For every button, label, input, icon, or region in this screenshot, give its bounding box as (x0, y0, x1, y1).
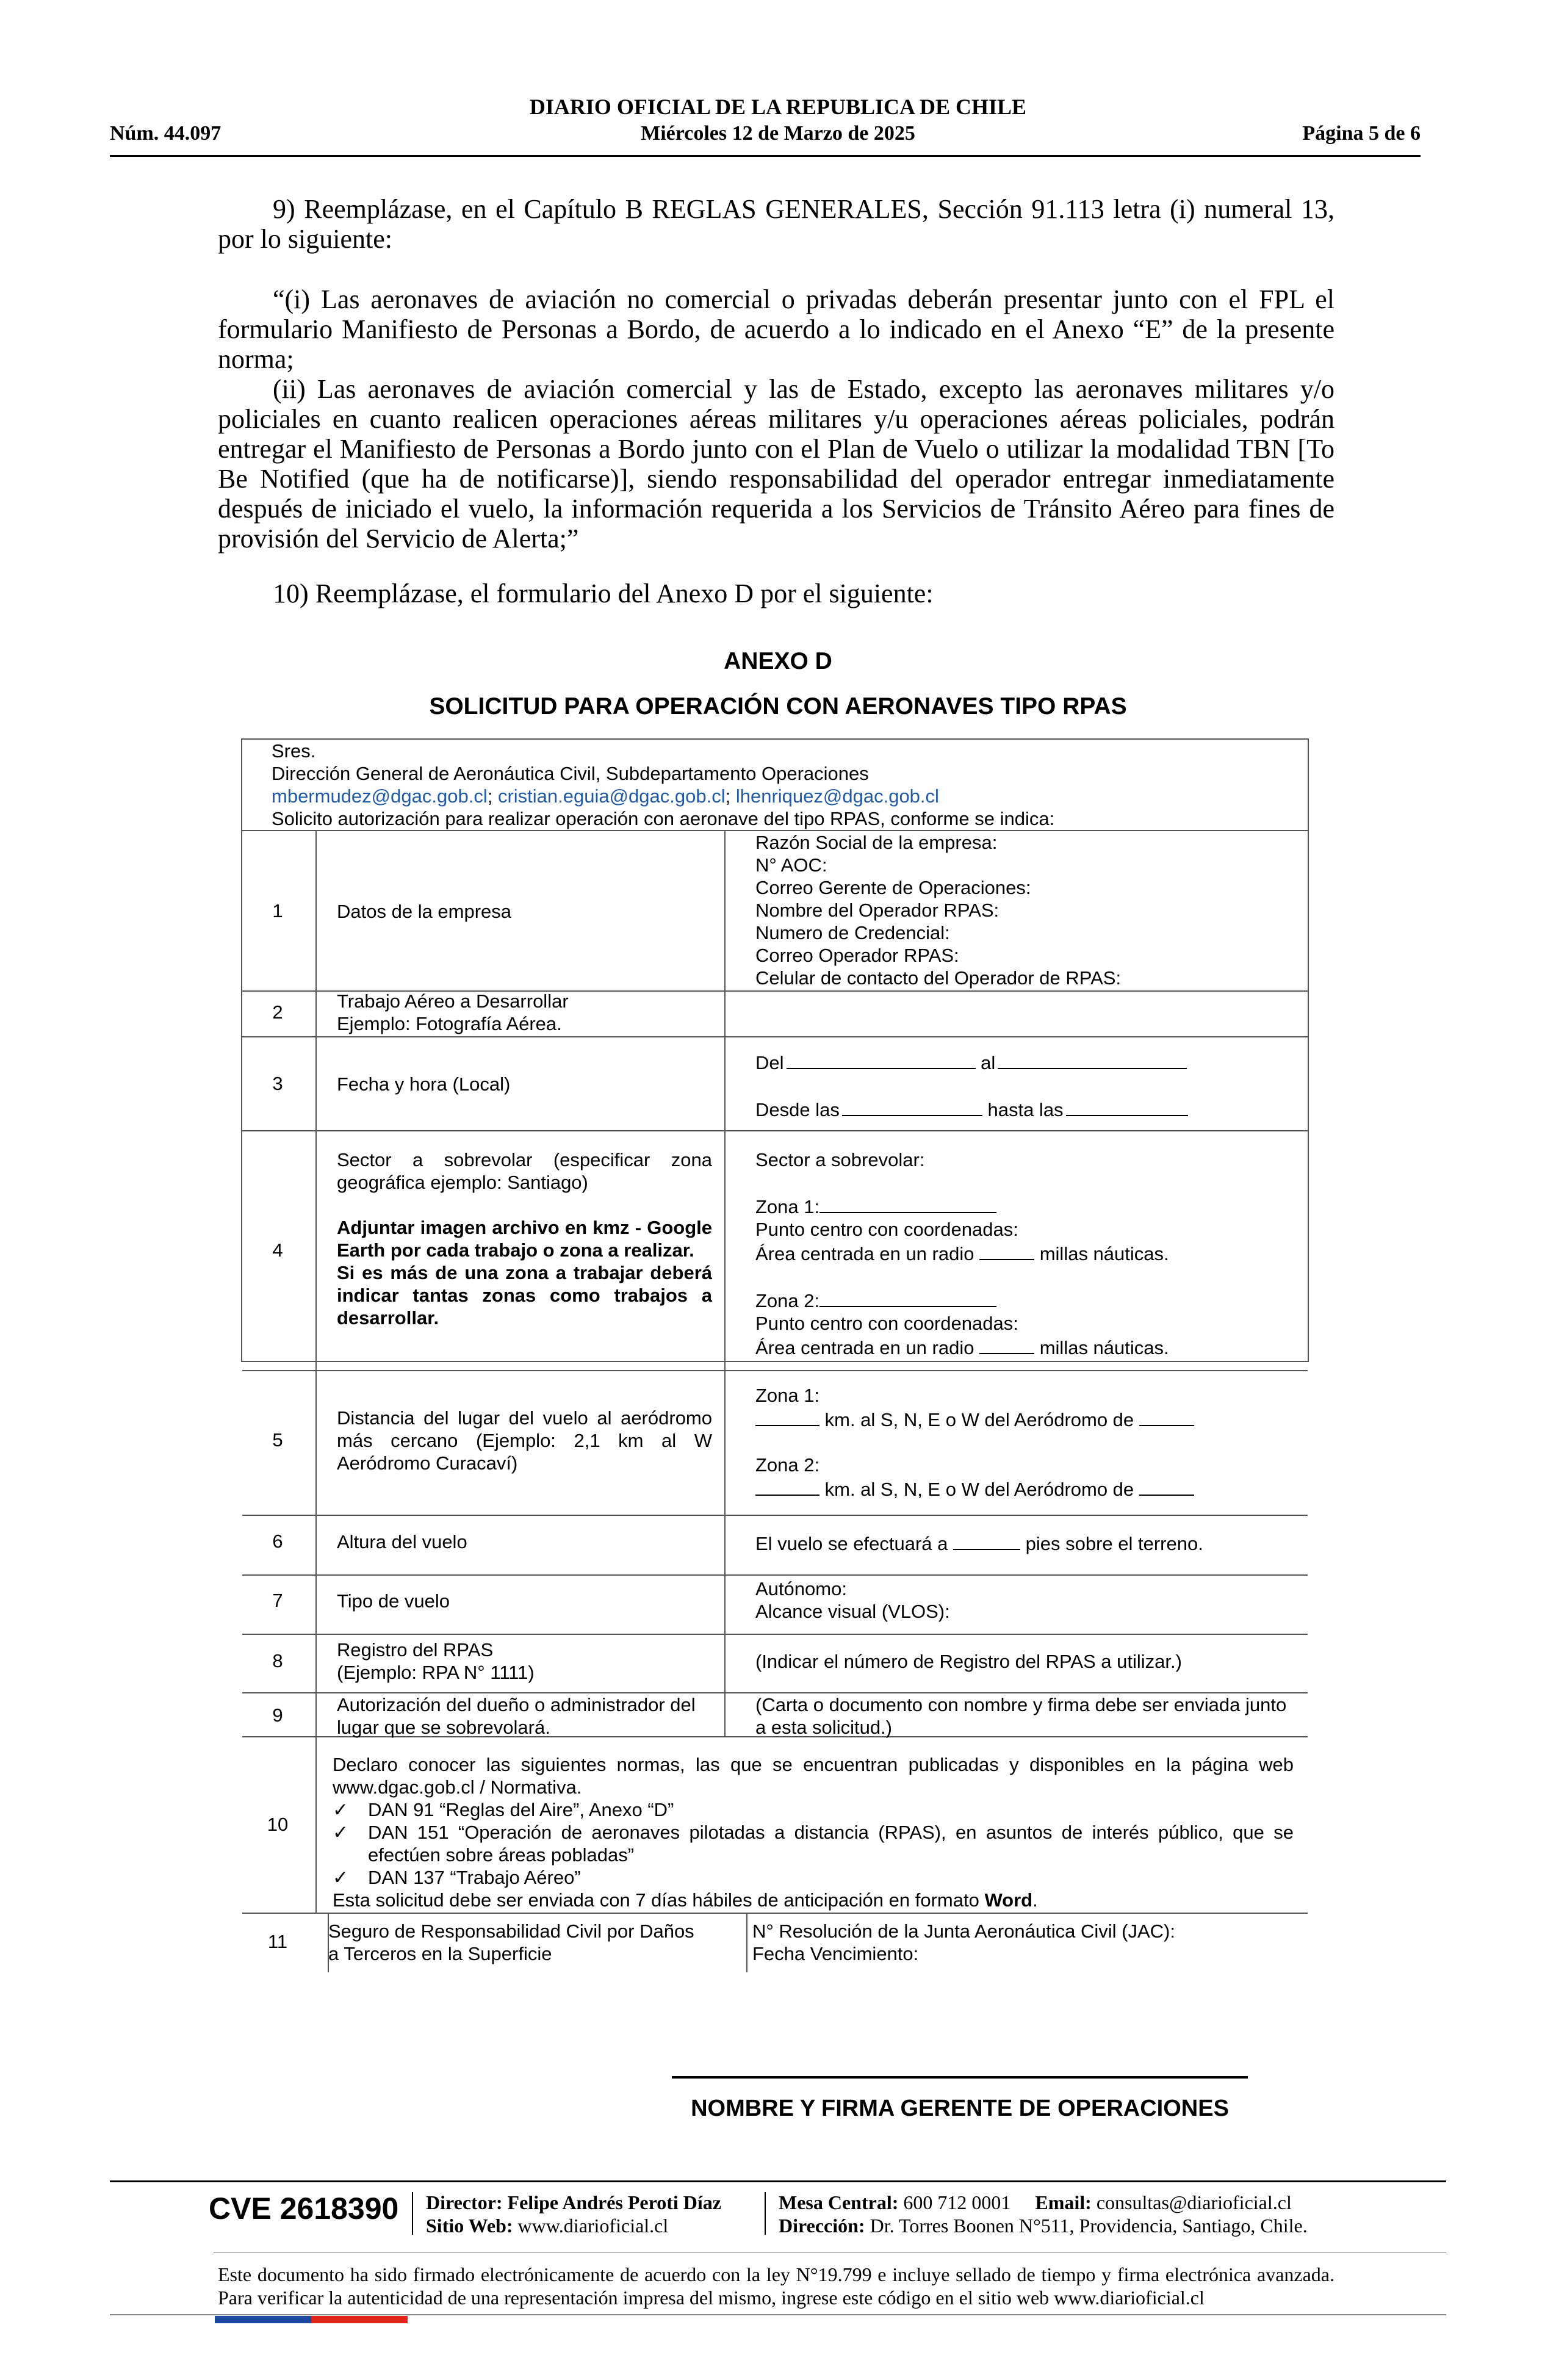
row-number: 10 (267, 1814, 289, 1835)
company-fields (755, 831, 1292, 989)
paragraph-10 (218, 579, 1334, 608)
row-label: Datos de la empresa (337, 901, 512, 922)
regulations-declaration: Declaro conocer las siguientes normas, las que se encuentran publicadas y disponibles en la página web www.dgac.gob.cl / Normativa. ✓ DAN 91 “Reglas del Aire”, Anexo “D” ✓ DAN 151 “Operación de aeronaves pilotadas a distancia (RPAS), en asuntos de interés público, que se efectúen sobre áreas pobladas” ✓ DAN 137 “Trabajo Aéreo” Esta solicitud debe ser enviada con 7 días hábiles de anticipación en formato Word. (333, 1754, 1294, 1911)
regulation-item: ✓ DAN 151 “Operación de aeronaves pilotadas a distancia (RPAS), en asuntos de interés público, que se efectúen sobre áreas pobladas” (333, 1822, 1294, 1866)
submission-note: Esta solicitud debe ser enviada con 7 días hábiles de anticipación en formato Word. (333, 1889, 1038, 1911)
flag-stripe-red (311, 2316, 408, 2323)
cve-code: CVE 2618390 (209, 2191, 399, 2226)
regulation-item: ✓ DAN 91 “Reglas del Aire”, Anexo “D” (333, 1799, 674, 1820)
row-number: 6 (272, 1531, 283, 1552)
distance-fields: Zona 1: km. al S, N, E o W del Aeródromo de Zona 2: km. al S, N, E o W del Aeródromo de (755, 1384, 1292, 1501)
issue-number: Núm. 44.097 (110, 122, 222, 145)
page-indicator: Página 5 de 6 (1302, 122, 1421, 145)
row-number: 4 (272, 1239, 283, 1261)
signature-label: NOMBRE Y FIRMA GERENTE DE OPERACIONES (691, 2096, 1229, 2121)
regulation-item: ✓ DAN 137 “Trabajo Aéreo” (333, 1867, 581, 1888)
salutation: Sres. (272, 740, 316, 762)
row-number: 11 (267, 1931, 288, 1952)
row-label: Seguro de Responsabilidad Civil por Daños a Terceros en la Superficie (328, 1920, 694, 1964)
row-label: Altura del vuelo (337, 1531, 467, 1552)
row-label: Sector a sobrevolar (especificar zona geográfica ejemplo: Santiago) Adjuntar imagen archivo en kmz - Google Earth por cada trabajo o zona a realizar. Si es más de una zona a trabajar deberá indicar tantas zonas como trabajos a desarrollar. (337, 1149, 712, 1329)
footer-bottom-divider (110, 2314, 1446, 2315)
annex-title: ANEXO D (724, 648, 832, 674)
row-label: Registro del RPAS (Ejemplo: RPA N° 1111) (337, 1639, 535, 1683)
row-number: 7 (272, 1590, 283, 1611)
registry-hint: (Indicar el número de Registro del RPAS a utilizar.) (755, 1651, 1182, 1672)
insurance-fields: N° Resolución de la Junta Aeronáutica Civil (JAC): Fecha Vencimiento: (752, 1920, 1175, 1964)
row-label: Autorización del dueño o administrador del lugar que se sobrevolará. (337, 1694, 696, 1738)
row-number: 5 (272, 1429, 283, 1451)
field-label: Nombre del Operador RPAS: (755, 900, 1000, 921)
flight-type-fields: Autónomo: Alcance visual (VLOS): (755, 1578, 950, 1622)
row-label: Trabajo Aéreo a Desarrollar Ejemplo: Fotografía Aérea. (337, 990, 569, 1034)
row-label: Tipo de vuelo (337, 1590, 450, 1612)
field-label: Correo Operador RPAS: (755, 945, 959, 966)
row-number: 1 (272, 900, 283, 921)
header-divider (110, 155, 1421, 157)
annex-subtitle: SOLICITUD PARA OPERACIÓN CON AERONAVES TIPO RPAS (429, 693, 1127, 719)
recipient: Dirección General de Aeronáutica Civil, Subdepartamento Operaciones (272, 763, 869, 784)
paragraph-10-text: 10) Reemplázase, el formulario del Anexo D por el siguiente: (273, 579, 934, 608)
contact-emails: mbermudez@dgac.gob.cl; cristian.eguia@dgac.gob.cl; lhenriquez@dgac.gob.cl (272, 785, 939, 807)
electronic-signature-note: Este documento ha sido firmado electrónicamente de acuerdo con la ley N°19.799 e incluye sellado de tiempo y firma electrónica avanzada. Para verificar la autenticidad de una representación impresa del mismo, ingrese este código en el sitio web www.diarioficial.cl (218, 2263, 1334, 2309)
item-i: “(i) Las aeronaves de aviación no comercial o privadas deberán presentar junto con el FPL el formulario Manifiesto de Personas a Bordo, de acuerdo a lo indicado en el Anexo “E” de la presente norma; (218, 284, 1334, 374)
checkmark-icon: ✓ (333, 1822, 348, 1843)
row-number: 3 (272, 1073, 283, 1094)
altitude-field: El vuelo se efectuará a pies sobre el terreno. (755, 1531, 1292, 1555)
checkmark-icon: ✓ (333, 1799, 348, 1820)
email-link-2[interactable]: cristian.eguia@dgac.gob.cl (497, 785, 726, 807)
newspaper-title: DIARIO OFICIAL DE LA REPUBLICA DE CHILE (529, 95, 1027, 119)
form-intro (272, 740, 1297, 830)
footer-director: Director: Felipe Andrés Peroti Díaz Sitio Web: www.diarioficial.cl (426, 2191, 721, 2237)
field-label: N° AOC: (755, 854, 827, 876)
field-label: Razón Social de la empresa: (755, 832, 998, 853)
replacement-text (218, 284, 1334, 554)
authorization-hint: (Carta o documento con nombre y firma debe ser enviada junto a esta solicitud.) (755, 1694, 1287, 1738)
field-label: Numero de Credencial: (755, 922, 950, 943)
email-link-3[interactable]: lhenriquez@dgac.gob.cl (735, 785, 939, 807)
row-number: 9 (272, 1704, 283, 1726)
checkmark-icon: ✓ (333, 1867, 348, 1888)
footer-contact: Mesa Central: 600 712 0001 Email: consultas@diarioficial.cl Dirección: Dr. Torres Boonen N°511, Providencia, Santiago, Chile. (779, 2191, 1308, 2237)
row-label: Distancia del lugar del vuelo al aeródromo más cercano (Ejemplo: 2,1 km al W Aeródromo Curacaví) (337, 1407, 712, 1474)
paragraph-9-text: 9) Reemplázase, en el Capítulo B REGLAS GENERALES, Sección 91.113 letra (i) numeral 13, por lo siguiente: (218, 194, 1334, 254)
flag-stripe-blue (215, 2316, 311, 2323)
email-link-1[interactable]: mbermudez@dgac.gob.cl (272, 785, 488, 807)
date-range: Del al Desde las hasta las (755, 1050, 1292, 1121)
item-ii: (ii) Las aeronaves de aviación comercial y las de Estado, excepto las aeronaves militares y/o policiales en cuanto realicen operaciones aéreas militares y/u operaciones aéreas policiales, podrán entregar el Manifiesto de Personas a Bordo junto con el Plan de Vuelo o utilizar la modalidad TBN [To Be Notified (que ha de notificarse)], siendo responsabilidad del operador entregar inmediatamente después de iniciado el vuelo, la información requerida a los Servicios de Tránsito Aéreo para fines de provisión del Servicio de Alerta;” (218, 374, 1334, 554)
request-text: Solicito autorización para realizar operación con aeronave del tipo RPAS, conforme se indica: (272, 808, 1055, 829)
row-label: Fecha y hora (Local) (337, 1073, 511, 1095)
issue-date: Miércoles 12 de Marzo de 2025 (641, 122, 915, 145)
row-number: 2 (272, 1001, 283, 1023)
signature-line (672, 2076, 1248, 2079)
sector-fields: Sector a sobrevolar: Zona 1: Punto centro con coordenadas: Área centrada en un radio millas náuticas. Zona 2: Punto centro con coordenadas: Área centrada en un radio millas náuticas. (755, 1149, 1169, 1358)
field-label: Correo Gerente de Operaciones: (755, 877, 1031, 898)
footer-divider (110, 2180, 1446, 2182)
paragraph-9 (218, 194, 1334, 254)
footer-website-link[interactable]: www.diarioficial.cl (517, 2215, 669, 2237)
footer-email-link[interactable]: consultas@diarioficial.cl (1096, 2191, 1292, 2213)
row-number: 8 (272, 1650, 283, 1671)
field-label: Celular de contacto del Operador de RPAS: (755, 967, 1122, 989)
